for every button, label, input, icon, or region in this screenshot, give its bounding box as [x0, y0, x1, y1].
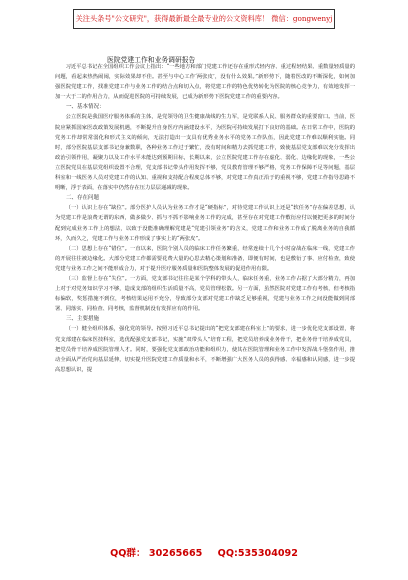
promo-banner: 关注头条号"公文研究"，获得最新最全最专业的公文资料库！ 微信：gongwenyj: [73, 9, 335, 29]
body-paragraph: （二）思想上存在“错位”。一直以来，医院个别人员的临床工作任务繁重，经常连续十几个小时奋战在临床一线，党建工作的开展往往被边缘化。大部分党建工作都需要花费大量的心思去精心策划和准备，即便有时间，也是敷衍了事、应付检查，致使党建与业务工作之间不能形成合力，对于提升医疗服务质量和医院整体发展的促进作用有限。: [55, 245, 355, 272]
body-paragraph: （三）监督上存在“失位”。一方面，党支部书记往往是某个学科的带头人，临床任务重，业务工作占据了大部分精力，再加上对于对党务知识学习不够，造成支部的组织生活质量不高，党员管理松散。另一方面，虽然医院对党建工作有考核，但考核指标偏软，奖惩措施不到位，考核结果运用不充分，导致部分支部对党建工作缺乏足够重视，党建与业务工作之间没能做到同部署、同落实、同检查、同考核，监督机制没有发挥应有的作用。: [55, 275, 355, 313]
qq-number-text: QQ:535304092: [217, 548, 298, 559]
document-title: 医院党建工作和业务调研报告: [107, 56, 196, 64]
body-paragraph: （一）认识上存在“缺位”。部分医护人员认为业务工作才是“硬指标”，对待党建工作认识上还是“软任务”存在偏差思想，认为党建工作是浪费无谓的东西，做多做少、抓与不抓不影响业务工作的完成，甚至存在对党建工作敷衍应付以便把更多的时间分配到完成业务工作上的想法，以致于没能准确理解党建是“党建引领业务”的含义，党建工作和业务工作成了脱离业务的自我循环，久而久之，党建工作与业务工作形成了事实上的“两张皮”。: [55, 205, 355, 242]
footer-contact: [0, 545, 408, 559]
body-paragraph: 公立医院是我国医疗服务体系的主体，是党领导的卫生健康战线的生力军，是党联系人民、服务群众的重要窗口。当前，医院应紧抓国家医改政策发展机遇，不断提升自身医疗内涵建设水平，为医院可持续发展打下良好的基础。在日常工作中，医院的党务工作却常常弱化和形式主义的倾向，无法打造出一支具有优秀业务水平的党务工作队伍，因此党建工作难以顺利实施。同时，部分医院基层支部书记身兼数职，各种业务工作过于繁忙，没有时间和精力去抓党建工作，致使基层党支部难以充分发挥出政治引领作用，凝聚力以及工作水平未能达到预期目标，长期以来，公立医院党建工作存在虚化、弱化、边缘化的现象，一些公立医院党员在基层党组织设置不合理，党支部书记带头作用发挥不够，党员教育管理不够严格，党务工作保障不足等问题，基层科室和一线医务人员对党建工作的认知、重视和支持配合程度总体不够，对党建工作真正沿于的重视不够，党建工作指导思路不明晰，浮于表面，在落实中仍然存在压力层层递减的现象。: [55, 114, 355, 192]
body-paragraph: （一）健全组织体系，强化党的领导。按照习近平总书记提出的“把党支部建在科室上”的要求，进一步优化党支部设置，将党支部建在临床医技科室，选优配强党支部书记，实施“双带头人”培育工程，把党员培养成业务骨干，把业务骨干培养成党员，把党员骨干培养成医院管理人才。同时，要强化党支部政治功能和组织力，使其在医院管理和业务工作中发挥战斗堡垒作用，推动全面从严治党向基层延伸，切实提升医院党建工作质量和水平，不断增强广大医务人员的获得感、幸福感和认同感，进一步提高思想认识，提: [55, 326, 355, 373]
section-heading: 三、主要措施: [66, 316, 100, 323]
section-heading: 二、存在问题: [66, 195, 100, 202]
section-heading: 一、基本情况：: [66, 104, 105, 111]
document-body: [55, 62, 355, 550]
body-paragraph: 习近平总书记在全国组织工作会议上指出：“一些地方和部门党建工作还存在重形式轻内容、重过程轻结果、重数量轻质量的问题，看起来热热闹闹，实际效果却不佳。甚至与中心工作‘两张皮’，没有什么效果。”新形势下，随着医改的不断深化，如何加强医院党建工作，找准党建工作与业务工作的结合点和切入点，将党建工作的特色优势转化为医院的核心竞争力，有效地发挥一加一大于二的作用合力，从而促进医院的可持续发展，已成为新形势下医院党建工作的重要内容。: [55, 64, 355, 101]
qq-group-text: QQ群： 30265665: [110, 548, 203, 559]
